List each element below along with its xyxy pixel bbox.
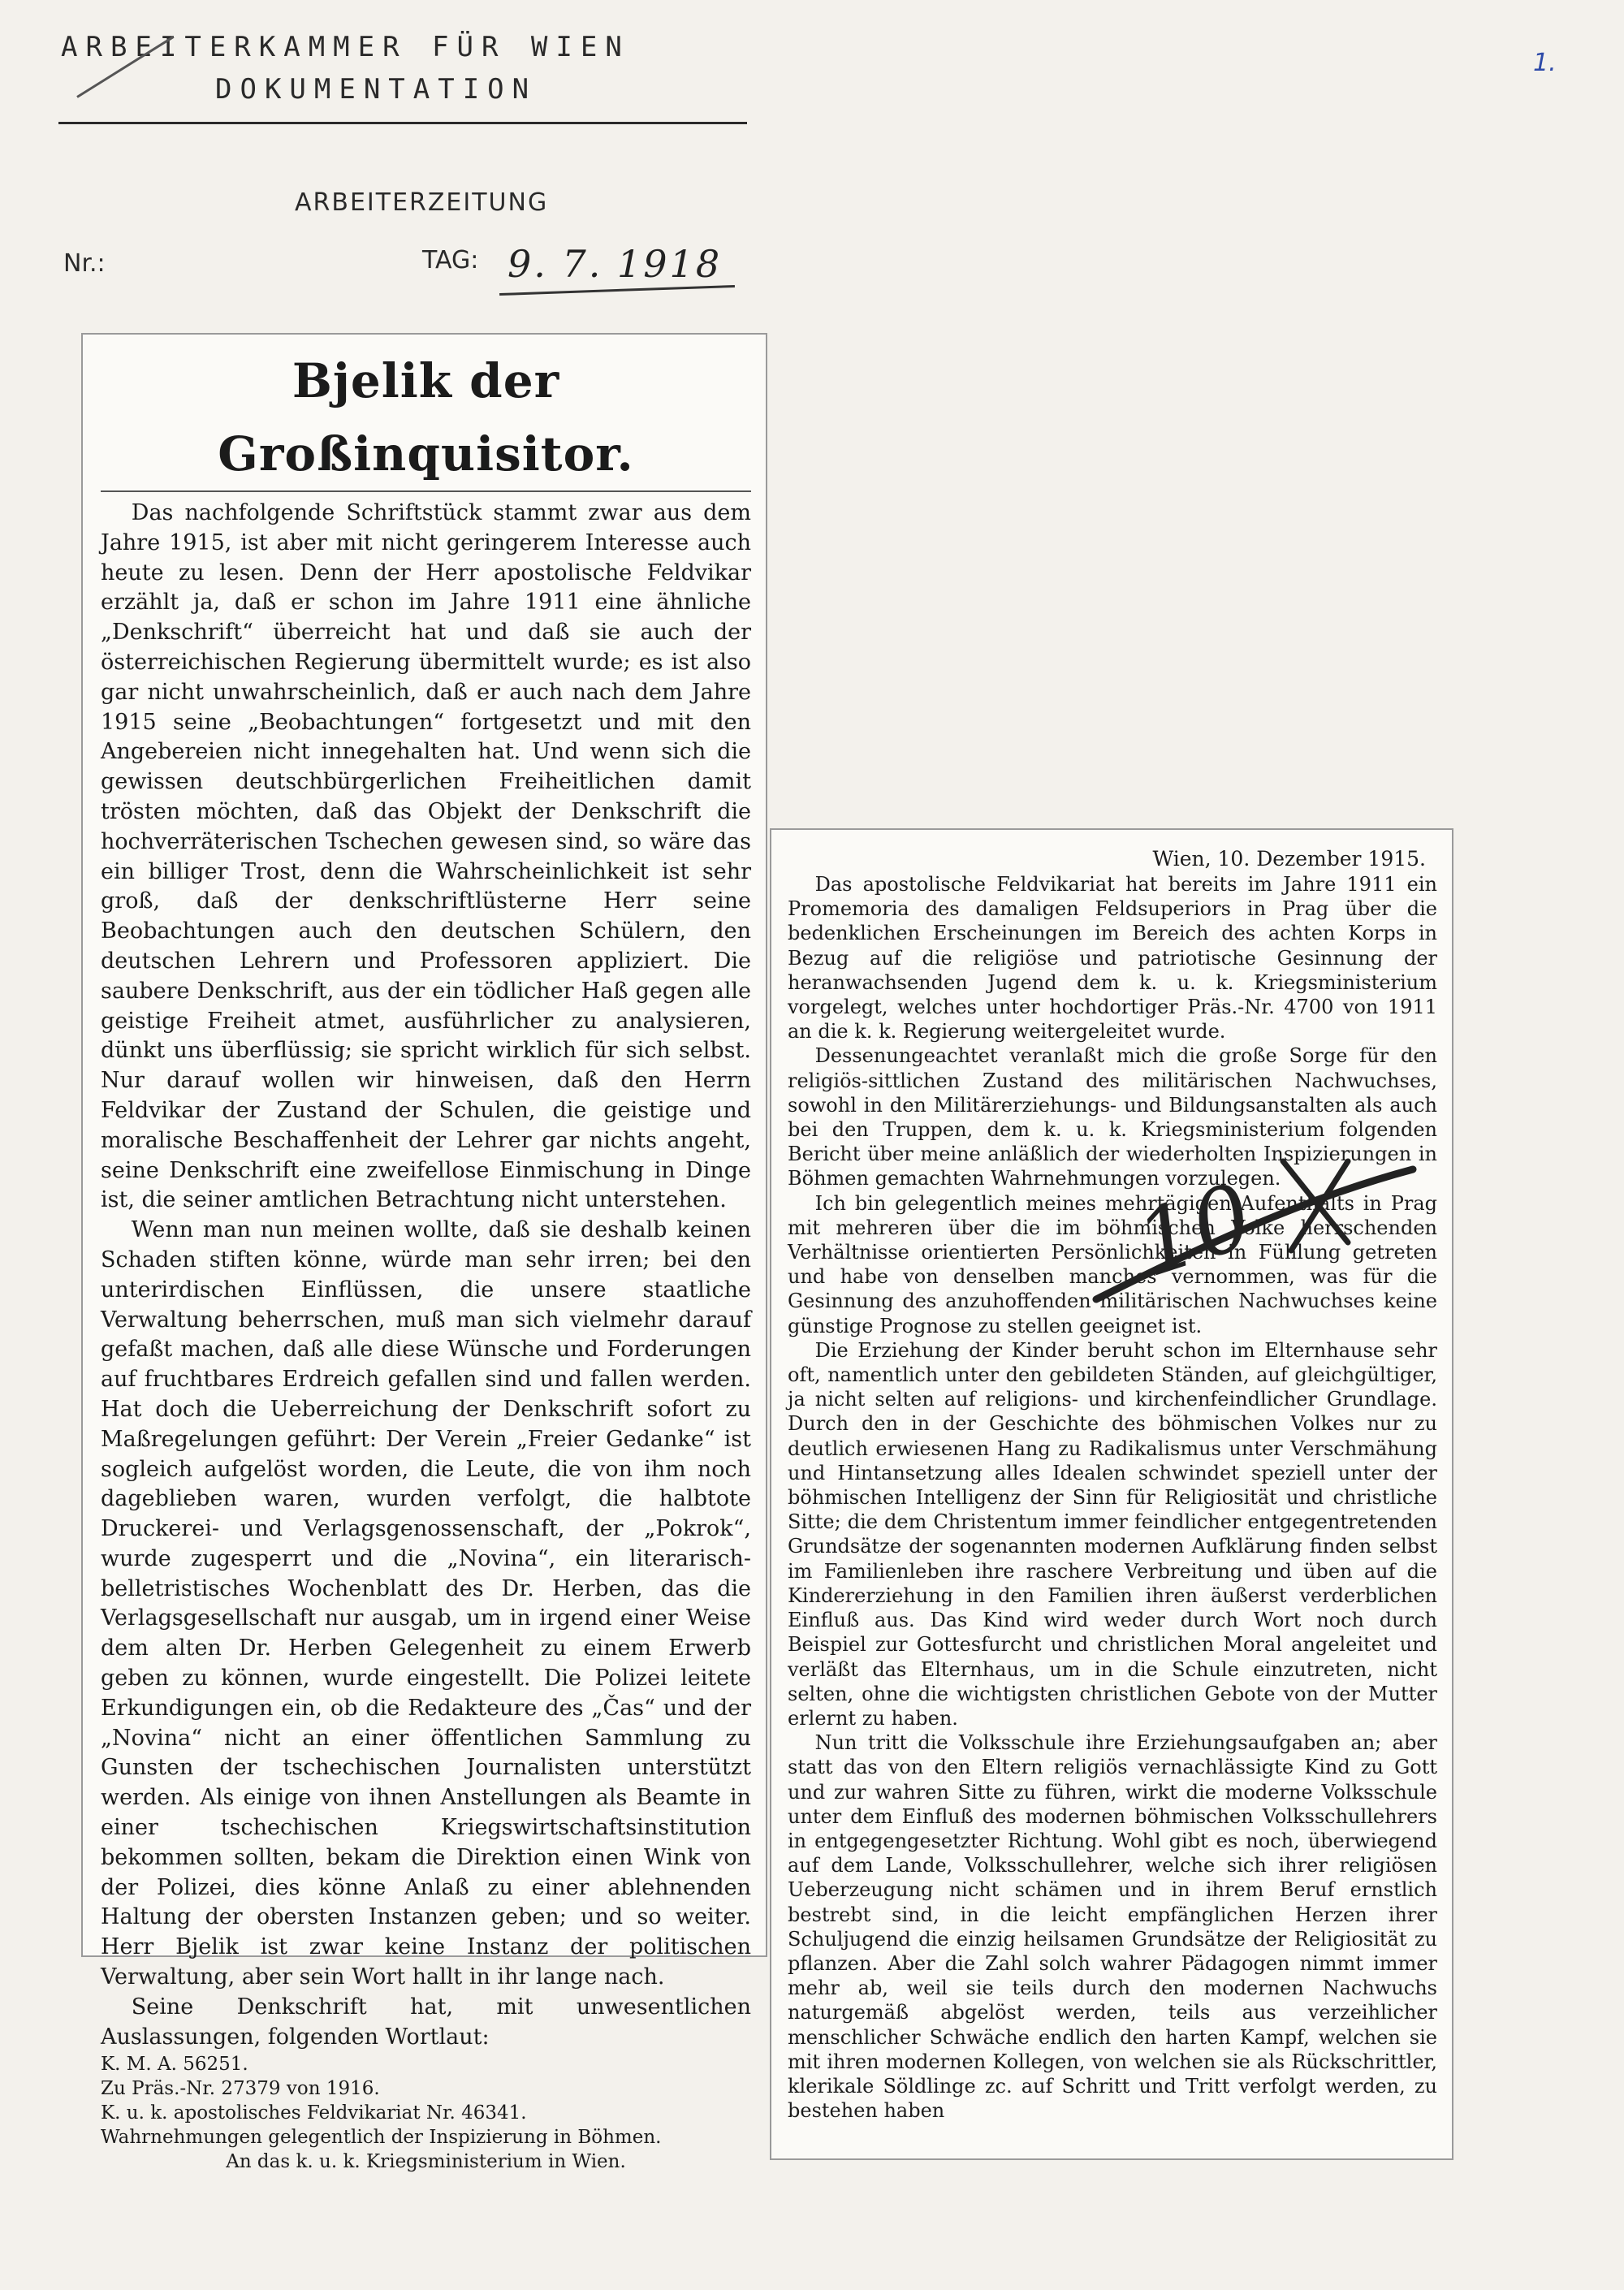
page-number: 1.	[1533, 49, 1557, 77]
right-paragraph: Das apostolische Feldvikariat hat bereits im Jahre 1911 ein Promemoria des damaligen Feldsuperiors in Prag über die bedenklichen Erscheinungen im Bereich des achten Korps in Bezug auf die religiöse und patriotische Gesinnung der heranwachsenden Jugend dem k. u. k. Kriegsministerium vorgelegt, welches unter hochdortiger Präs.-Nr. 4700 von 1911 an die k. k. Regierung weitergeleitet wurde.	[788, 873, 1437, 1043]
nr-label: Nr.:	[63, 249, 106, 278]
reference-line: K. u. k. apostolisches Feldvikariat Nr. 46341.	[101, 2102, 527, 2124]
right-paragraph: Dessenungeachtet veranlaßt mich die große Sorge für den religiös-sittlichen Zustand des militärischen Nachwuchses, sowohl in den Militärerziehungs- und Bildungsanstalten als auch bei den Truppen, dem k. u. k. Kriegsministerium folgenden Bericht über meine anläßlich der wiederholten Inspizierungen in Böhmen gemachten Wahrnehmungen vorzulegen.	[788, 1044, 1437, 1190]
left-column-text	[101, 499, 751, 2174]
handwritten-date: 9. 7. 1918	[508, 242, 723, 286]
date-underline	[499, 285, 735, 296]
reference-line: Zu Präs.-Nr. 27379 von 1916.	[101, 2078, 380, 2100]
reference-line: An das k. u. k. Kriegsministerium in Wien.	[226, 2151, 626, 2173]
archive-department: DOKUMENTATION	[215, 73, 538, 106]
newspaper-name: ARBEITERZEITUNG	[295, 188, 549, 217]
reference-line: Wahrnehmungen gelegentlich der Inspizierung in Böhmen.	[101, 2127, 662, 2149]
header-rule	[58, 122, 747, 124]
right-paragraph: Ich bin gelegentlich meines mehrtägigen Aufenthalts in Prag mit mehreren über die im böhmischen Volke herrschenden Verhältnisse orientierten Persönlichkeiten in Fühlung getreten und habe von denselben manches vernommen, was für die Gesinnung des anzuhoffenden militärischen Nachwuchses keine günstige Prognose zu stellen geeignet ist.	[788, 1191, 1437, 1337]
article-headline: Bjelik der Großinquisitor.	[101, 344, 751, 492]
clipping-right-column	[770, 828, 1453, 2160]
right-column-text	[788, 872, 1437, 2123]
scribble-number: 10	[1124, 1163, 1265, 1298]
right-paragraph: Nun tritt die Volksschule ihre Erziehungsaufgaben an; aber statt das von den Eltern religiös vernachlässigte Kind zu Gott und zur wahren Sitte zu führen, wirkt die moderne Volksschule unter dem Einfluß des modernen böhmischen Volksschullehrers in entgegengesetzter Richtung. Wohl gibt es noch, überwiegend auf dem Lande, Volksschullehrer, welche sich ihrer religiösen Ueberzeugung nicht schämen und in ihrem Beruf ernstlich bestrebt sind, in die leicht empfänglichen Herzen ihrer Schuljugend die einzig heilsamen Grundsätze der Religiosität zu pflanzen. Aber die Zahl solch wahrer Pädagogen nimmt immer mehr ab, weil sie teils durch den modernen Nachwuchs naturgemäß abgelöst werden, teils aus verzeihlicher menschlicher Schwäche endlich den harten Kampf, welchen sie mit ihren modernen Kollegen, von welchen sie als Rückschrittler, klerikale Söldlinge zc. auf Schritt und Tritt verfolgt werden, zu bestehen haben	[788, 1731, 1437, 2123]
dateline: Wien, 10. Dezember 1915.	[1152, 847, 1426, 871]
left-paragraph: Wenn man nun meinen wollte, daß sie deshalb keinen Schaden stiften könne, würde man sehr irren; bei den unterirdischen Einflüssen, die unsere staatliche Verwaltung beherrschen, muß man sich vielmehr darauf gefaßt machen, daß alle diese Wünsche und Forderungen auf fruchtbares Erdreich gefallen sind und fallen werden. Hat doch die Ueberreichung der Denkschrift sofort zu Maßregelungen geführt: Der Verein „Freier Gedanke“ ist sogleich aufgelöst worden, die Leute, die von ihm noch dageblieben waren, wurden verfolgt, die halbtote Druckerei- und Verlagsgenossenschaft, der „Pokrok“, wurde zugesperrt und die „Novina“, ein literarisch-belletristisches Wochenblatt des Dr. Herben, das die Verlagsgesellschaft nur ausgab, um in irgend einer Weise dem alten Dr. Herben Gelegenheit zu einem Erwerb geben zu können, wurde eingestellt. Die Polizei leitete Erkundigungen ein, ob die Redakteure des „Čas“ und der „Novina“ nicht an einer öffentlichen Sammlung zu Gunsten der tschechischen Journalisten unterstützt werden. Als einige von ihnen Anstellungen als Beamte in einer tschechischen Kriegswirtschaftsinstitution bekommen sollten, bekam die Direktion einen Wink von der Polizei, dies könne Anlaß zu einer ablehnenden Haltung der obersten Instanzen geben; und so weiter. Herr Bjelik ist zwar keine Instanz der politischen Verwaltung, aber sein Wort hallt in ihr lange nach.	[101, 1217, 751, 1990]
tag-label: TAG:	[422, 246, 479, 274]
clipping-left-column	[81, 333, 767, 2173]
reference-block	[101, 2052, 751, 2174]
reference-line: K. M. A. 56251.	[101, 2054, 248, 2076]
left-paragraph: Seine Denkschrift hat, mit unwesentlichen Auslassungen, folgenden Wortlaut:	[101, 1994, 751, 2050]
archive-org-name: ARBEITERKAMMER FÜR WIEN	[61, 31, 630, 63]
left-paragraph: Das nachfolgende Schriftstück stammt zwar aus dem Jahre 1915, ist aber mit nicht geringerem Interesse auch heute zu lesen. Denn der Herr apostolische Feldvikar erzählt ja, daß er schon im Jahre 1911 eine ähnliche „Denkschrift“ überreicht hat und daß sie auch der österreichischen Regierung übermittelt wurde; es ist also gar nicht unwahrscheinlich, daß er auch nach dem Jahre 1915 seine „Beobachtungen“ fortgesetzt und mit den Angebereien nicht innegehalten hat. Und wenn sich die gewissen deutschbürgerlichen Freiheitlichen damit trösten möchten, daß das Objekt der Denkschrift die hochverräterischen Tschechen gewesen sind, so wäre das ein billiger Trost, denn die Wahrscheinlichkeit ist sehr groß, daß der denkschriftlüsterne Herr seine Beobachtungen auch den deutschen Schülern, den deutschen Lehrern und Professoren appliziert. Die saubere Denkschrift, aus der ein tödlicher Haß gegen alle geistige Freiheit atmet, ausführlicher zu analysieren, dünkt uns überflüssig; sie spricht wirklich für sich selbst. Nur darauf wollen wir hinweisen, daß den Herrn Feldvikar der Zustand der Schulen, die geistige und moralische Beschaffenheit der Lehrer gar nichts angeht, seine Denkschrift eine zweifellose Einmischung in Dinge ist, die seiner amtlichen Betrachtung nicht unterstehen.	[101, 500, 751, 1213]
right-paragraph: Die Erziehung der Kinder beruht schon im Elternhause sehr oft, namentlich unter den gebildeten Ständen, auf gleichgültiger, ja nicht selten auf religions- und kirchenfeindlicher Grundlage. Durch den in der Geschichte des böhmischen Volkes nur zu deutlich erwiesenen Hang zu Radikalismus unter Verschmähung und Hintansetzung alles Idealen schwindet speziell unter der böhmischen Intelligenz der Sinn für Religiosität und christliche Sitte; die dem Christentum immer feindlicher entgegentretenden Grundsätze der sogenannten modernen Aufklärung finden selbst im Familienleben ihre raschere Verbreitung und üben auf die Kindererziehung in den Familien ihren äußerst verderblichen Einfluß aus. Das Kind wird weder durch Wort noch durch Beispiel zur Gottesfurcht und christlichen Moral angeleitet und verläßt das Elternhaus, um in die Schule einzutreten, nicht selten, ohne die wichtigsten christlichen Gebote von der Mutter erlernt zu haben.	[788, 1338, 1437, 1730]
